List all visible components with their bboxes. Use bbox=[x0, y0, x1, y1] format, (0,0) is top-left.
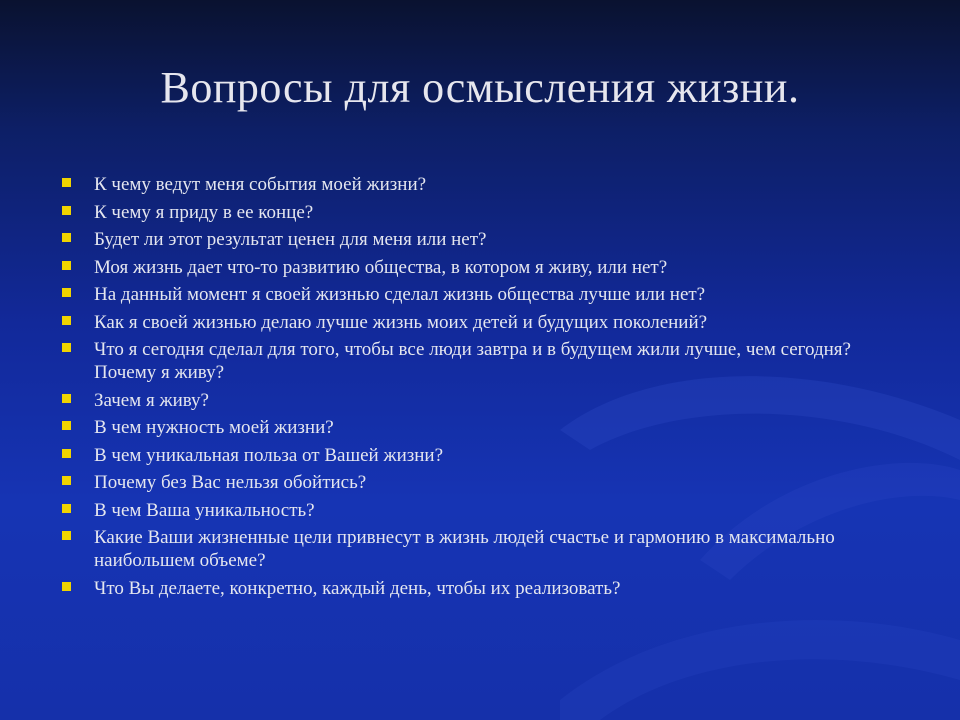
list-item bbox=[60, 577, 880, 600]
question-list bbox=[60, 173, 880, 604]
square-bullet-icon bbox=[62, 233, 71, 242]
list-item-text: Что Вы делаете, конкретно, каждый день, чтобы их реализовать? bbox=[94, 577, 621, 599]
square-bullet-icon bbox=[62, 421, 71, 430]
list-item-text: В чем Ваша уникальность? bbox=[94, 499, 315, 521]
list-item-text: Какие Ваши жизненные цели привнесут в жизнь людей счастье и гармонию в максимально наибольшем объеме? bbox=[94, 527, 835, 571]
list-item-text: В чем уникальная польза от Вашей жизни? bbox=[94, 444, 444, 466]
list-item-text: В чем нужность моей жизни? bbox=[94, 417, 334, 438]
list-item bbox=[60, 338, 880, 384]
square-bullet-icon bbox=[62, 449, 71, 458]
list-item bbox=[60, 471, 880, 494]
list-item-text: Будет ли этот результат ценен для меня или нет? bbox=[94, 229, 487, 250]
list-item bbox=[60, 173, 880, 196]
slide-title: Вопросы для осмысления жизни. bbox=[160, 63, 800, 112]
list-item bbox=[60, 444, 880, 467]
square-bullet-icon bbox=[62, 531, 71, 540]
list-item bbox=[60, 526, 880, 572]
list-item bbox=[60, 389, 880, 412]
list-item-text: На данный момент я своей жизнью сделал жизнь общества лучше или нет? bbox=[94, 284, 706, 305]
list-item bbox=[60, 416, 880, 439]
square-bullet-icon bbox=[62, 261, 71, 270]
square-bullet-icon bbox=[62, 288, 71, 297]
list-item-text: Как я своей жизнью делаю лучше жизнь моих детей и будущих поколений? bbox=[94, 311, 708, 333]
square-bullet-icon bbox=[62, 582, 71, 591]
list-item-text: К чему ведут меня события моей жизни? bbox=[94, 174, 427, 195]
list-item bbox=[60, 256, 880, 279]
list-item bbox=[60, 201, 880, 224]
square-bullet-icon bbox=[62, 343, 71, 352]
square-bullet-icon bbox=[62, 316, 71, 325]
square-bullet-icon bbox=[62, 504, 71, 513]
square-bullet-icon bbox=[62, 394, 71, 403]
list-item bbox=[60, 283, 880, 306]
square-bullet-icon bbox=[62, 476, 71, 485]
list-item-text: Почему без Вас нельзя обойтись? bbox=[94, 472, 367, 493]
list-item-text: Зачем я живу? bbox=[94, 389, 209, 411]
list-item-text: Что я сегодня сделал для того, чтобы все люди завтра и в будущем жили лучше, чем сегодня? Почему я живу? bbox=[94, 339, 851, 383]
list-item-text: К чему я приду в ее конце? bbox=[94, 201, 314, 223]
list-item-text: Моя жизнь дает что-то развитию общества, в котором я живу, или нет? bbox=[94, 256, 668, 278]
square-bullet-icon bbox=[62, 206, 71, 215]
square-bullet-icon bbox=[62, 178, 71, 187]
list-item bbox=[60, 228, 880, 251]
swirl-arc-lower bbox=[560, 620, 960, 720]
list-item bbox=[60, 499, 880, 522]
list-item bbox=[60, 311, 880, 334]
